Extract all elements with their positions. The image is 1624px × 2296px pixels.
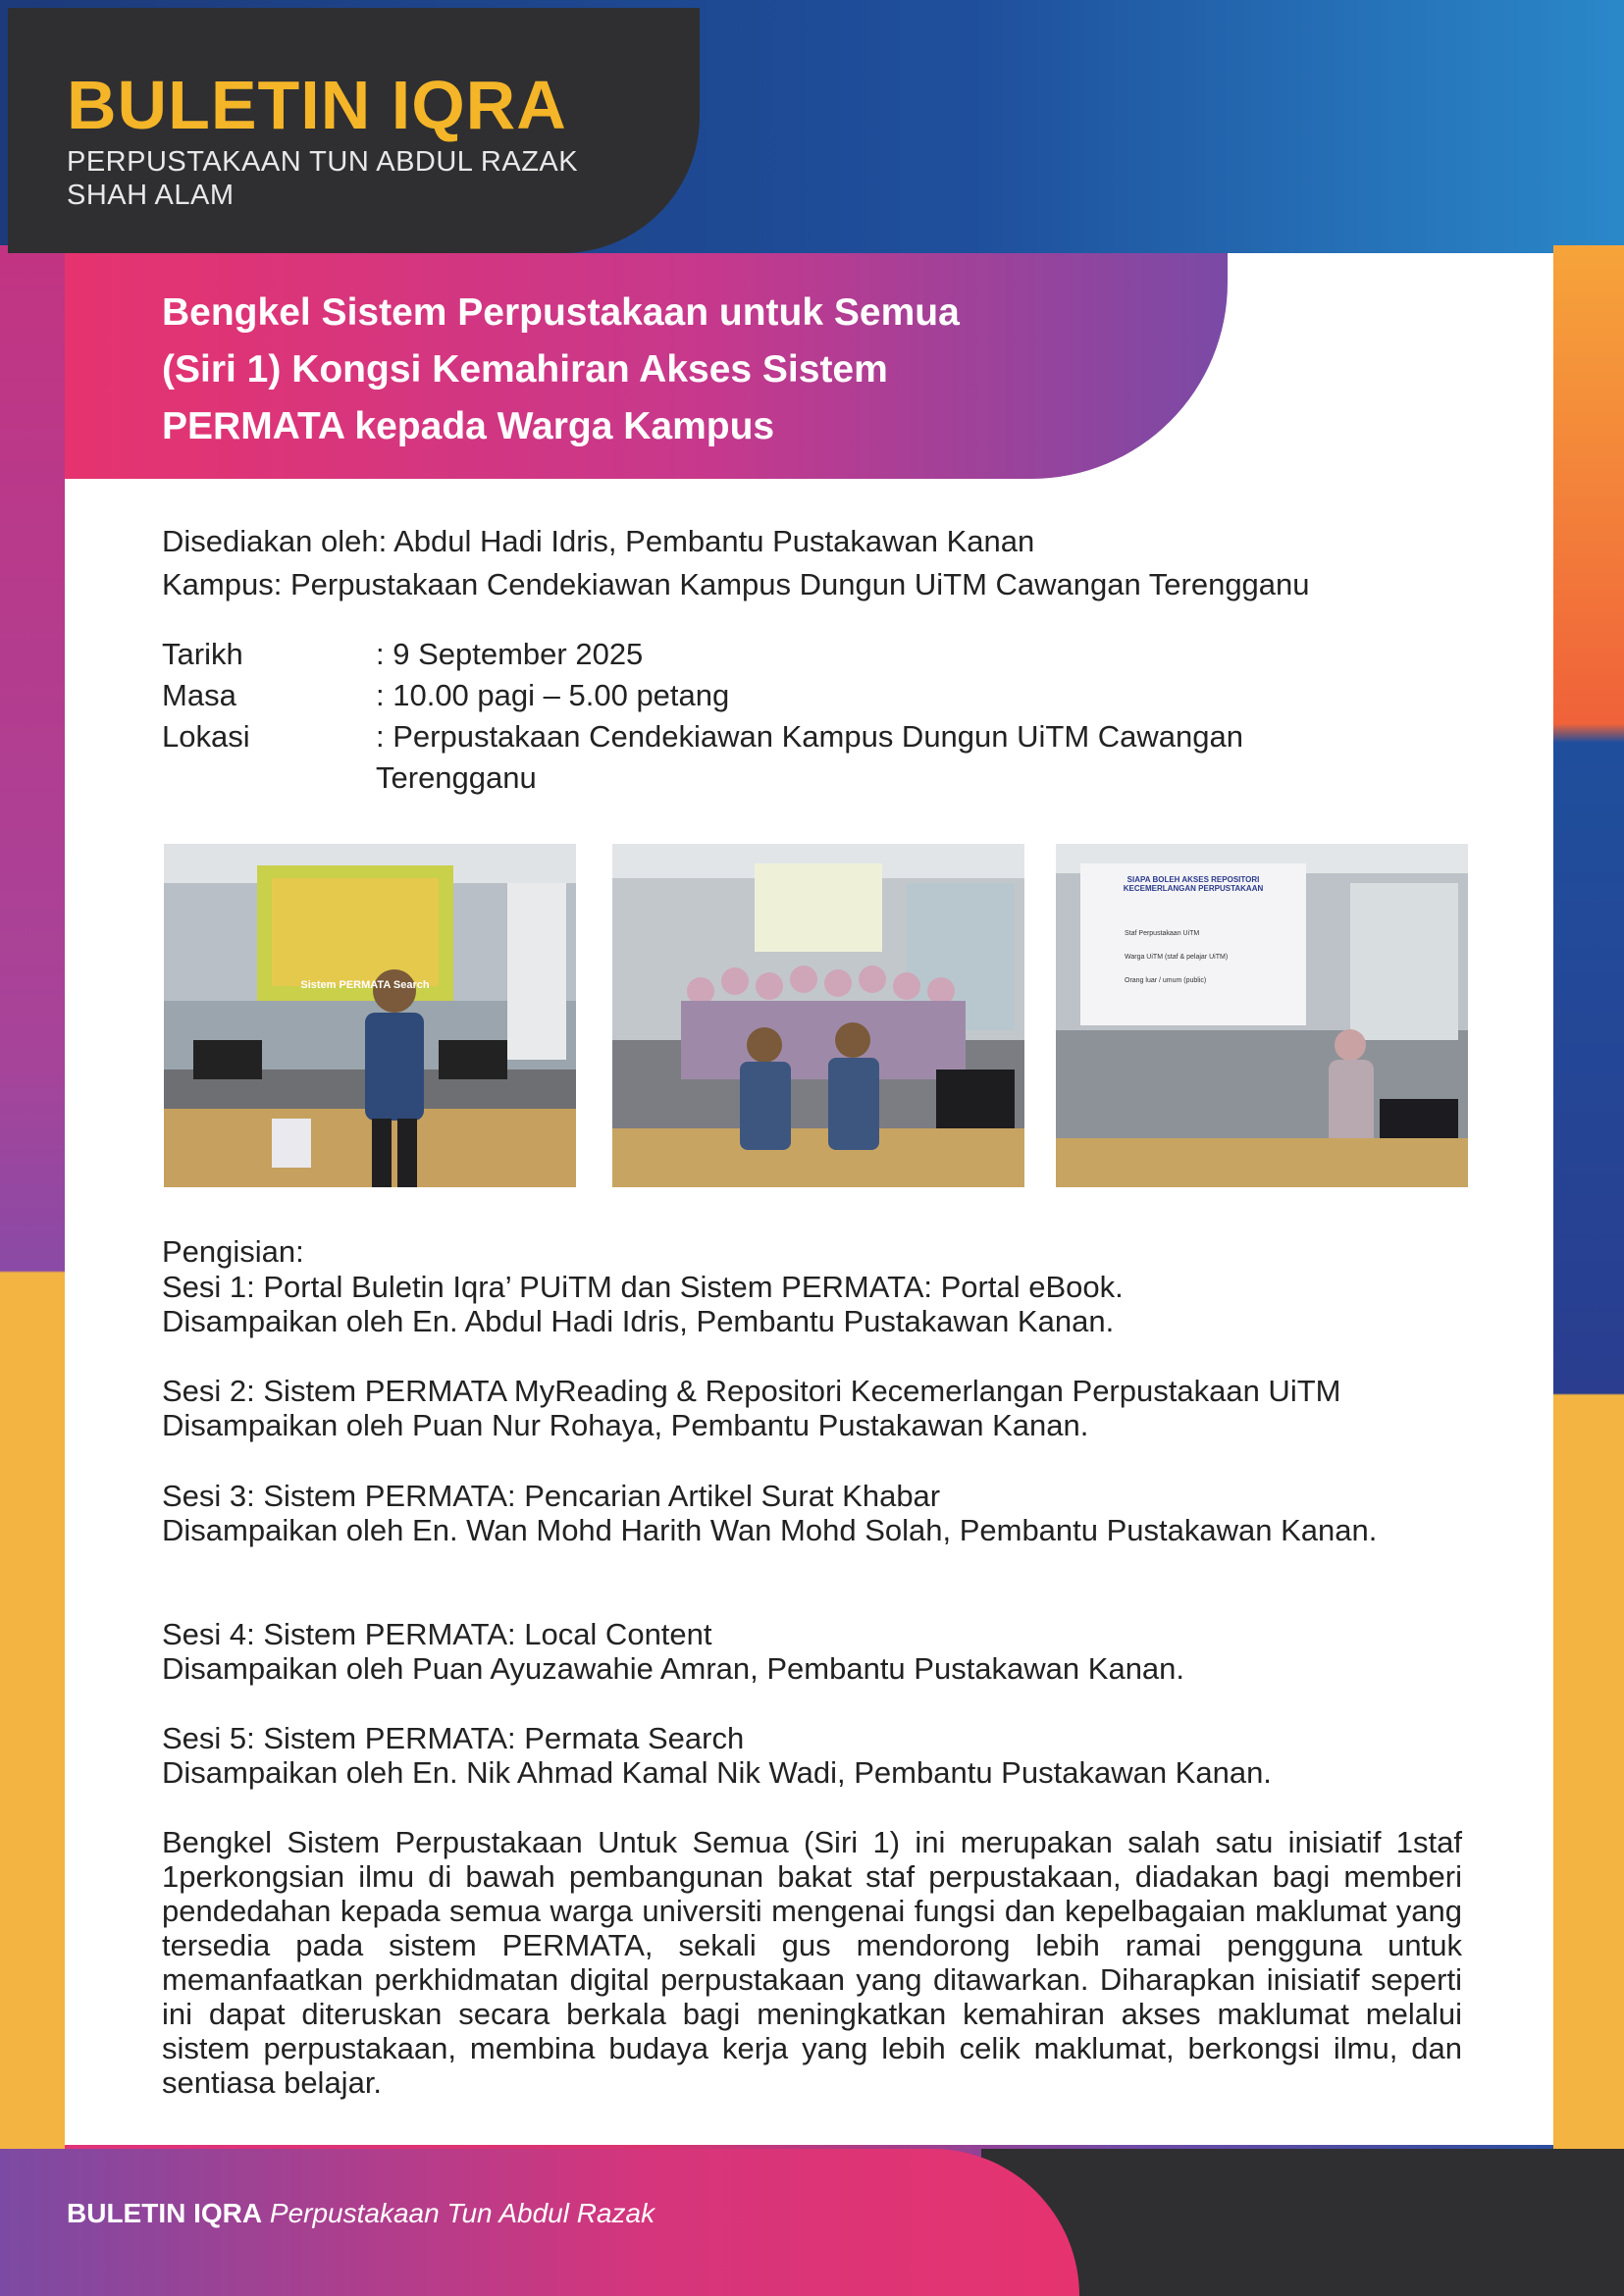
detail-label: Lokasi [162,719,250,754]
right-decor-strip [1553,245,1624,2159]
session-2 [162,1374,1462,1442]
article-title-line2: (Siri 1) Kongsi Kemahiran Akses Sistem [162,348,888,391]
session-title: Sesi 4: Sistem PERMATA: Local Content [162,1617,712,1651]
photo1-screen-text: Sistem PERMATA Search [300,979,430,991]
photo-presenter-1-illustration [164,844,576,1187]
photo3-screen-item: Warga UiTM (staf & pelajar UiTM) [1125,954,1229,961]
brand-subtitle-line1: PERPUSTAKAAN TUN ABDUL RAZAK [67,146,579,178]
photo-group-illustration [612,844,1024,1187]
footer-text [67,2198,655,2229]
session-title: Sesi 1: Portal Buletin Iqra’ PUiTM dan Sistem PERMATA: Portal eBook. [162,1270,1124,1304]
detail-label: Tarikh [162,637,243,671]
session-presenter: Disampaikan oleh En. Nik Ahmad Kamal Nik Wadi, Pembantu Pustakawan Kanan. [162,1755,1272,1790]
session-title: Sesi 5: Sistem PERMATA: Permata Search [162,1721,745,1755]
prepared-by: Disediakan oleh: Abdul Hadi Idris, Pembantu Pustakawan Kanan [162,524,1035,558]
session-title: Sesi 3: Sistem PERMATA: Pencarian Artikel Surat Khabar [162,1479,941,1513]
pengisian-label: Pengisian: [162,1234,304,1269]
detail-value: : 9 September 2025 [376,637,644,671]
closing-paragraph: Bengkel Sistem Perpustakaan Untuk Semua (Siri 1) ini merupakan salah satu inisiatif 1staf 1perkongsian ilmu di bawah pembangunan bakat staf perpustakaan, diadakan bagi memberi pendedahan kepada semua warga universiti mengenai fungsi dan kepelbagaian maklumat yang tersedia pada sistem PERMATA, sekali gus mendorong lebih ramai pengguna untuk memanfaatkan perkhidmatan digital perpustakaan yang ditawarkan. Diharapkan inisiatif seperti ini dapat diteruskan secara berkala bagi meningkatkan kemahiran akses maklumat melalui sistem perpustakaan, membina budaya kerja yang lebih celik maklumat, berkongsi ilmu, dan sentiasa belajar. [162,1825,1462,2100]
session-presenter: Disampaikan oleh Puan Ayuzawahie Amran, Pembantu Pustakawan Kanan. [162,1651,1185,1686]
detail-row-location [162,716,1243,795]
left-decor-strip [0,245,65,2296]
photo3-screen-title: SIAPA BOLEH AKSES REPOSITORI KECEMERLANGAN PERPUSTAKAAN [1123,875,1264,893]
detail-value: : Perpustakaan Cendekiawan Kampus Dungun UiTM Cawangan Terengganu [376,719,1243,795]
photo3-screen-list [1125,922,1301,993]
detail-label: Masa [162,678,236,712]
article-title-line3: PERMATA kepada Warga Kampus [162,405,775,447]
brand-subtitle-line2: SHAH ALAM [67,180,235,211]
photo-group [612,844,1024,1187]
session-title: Sesi 2: Sistem PERMATA MyReading & Repositori Kecemerlangan Perpustakaan UiTM [162,1374,1341,1408]
photo-presenter-2-illustration [1056,844,1468,1187]
photo-presenter-2 [1056,844,1468,1187]
article-title [162,285,1163,455]
photo-presenter-1 [164,844,576,1187]
article-title-line1: Bengkel Sistem Perpustakaan untuk Semua [162,291,960,334]
session-1 [162,1270,1462,1338]
campus: Kampus: Perpustakaan Cendekiawan Kampus Dungun UiTM Cawangan Terengganu [162,567,1310,601]
detail-row-date [162,634,644,675]
session-presenter: Disampaikan oleh En. Abdul Hadi Idris, Pembantu Pustakawan Kanan. [162,1304,1115,1338]
session-5 [162,1721,1462,1790]
session-3 [162,1479,1462,1547]
footer-subtitle: Perpustakaan Tun Abdul Razak [269,2198,655,2228]
session-presenter: Disampaikan oleh Puan Nur Rohaya, Pembantu Pustakawan Kanan. [162,1408,1089,1442]
photo3-screen-item: Orang luar / umum (public) [1125,977,1207,984]
detail-row-time [162,675,730,716]
session-4 [162,1617,1462,1686]
footer-brand: BULETIN IQRA [67,2198,263,2228]
photo3-screen-item: Staf Perpustakaan UiTM [1125,930,1200,937]
brand-subtitle [67,145,578,212]
session-presenter: Disampaikan oleh En. Wan Mohd Harith Wan Mohd Solah, Pembantu Pustakawan Kanan. [162,1513,1378,1547]
detail-value: : 10.00 pagi – 5.00 petang [376,678,730,712]
brand-title: BULETIN IQRA [67,67,567,143]
